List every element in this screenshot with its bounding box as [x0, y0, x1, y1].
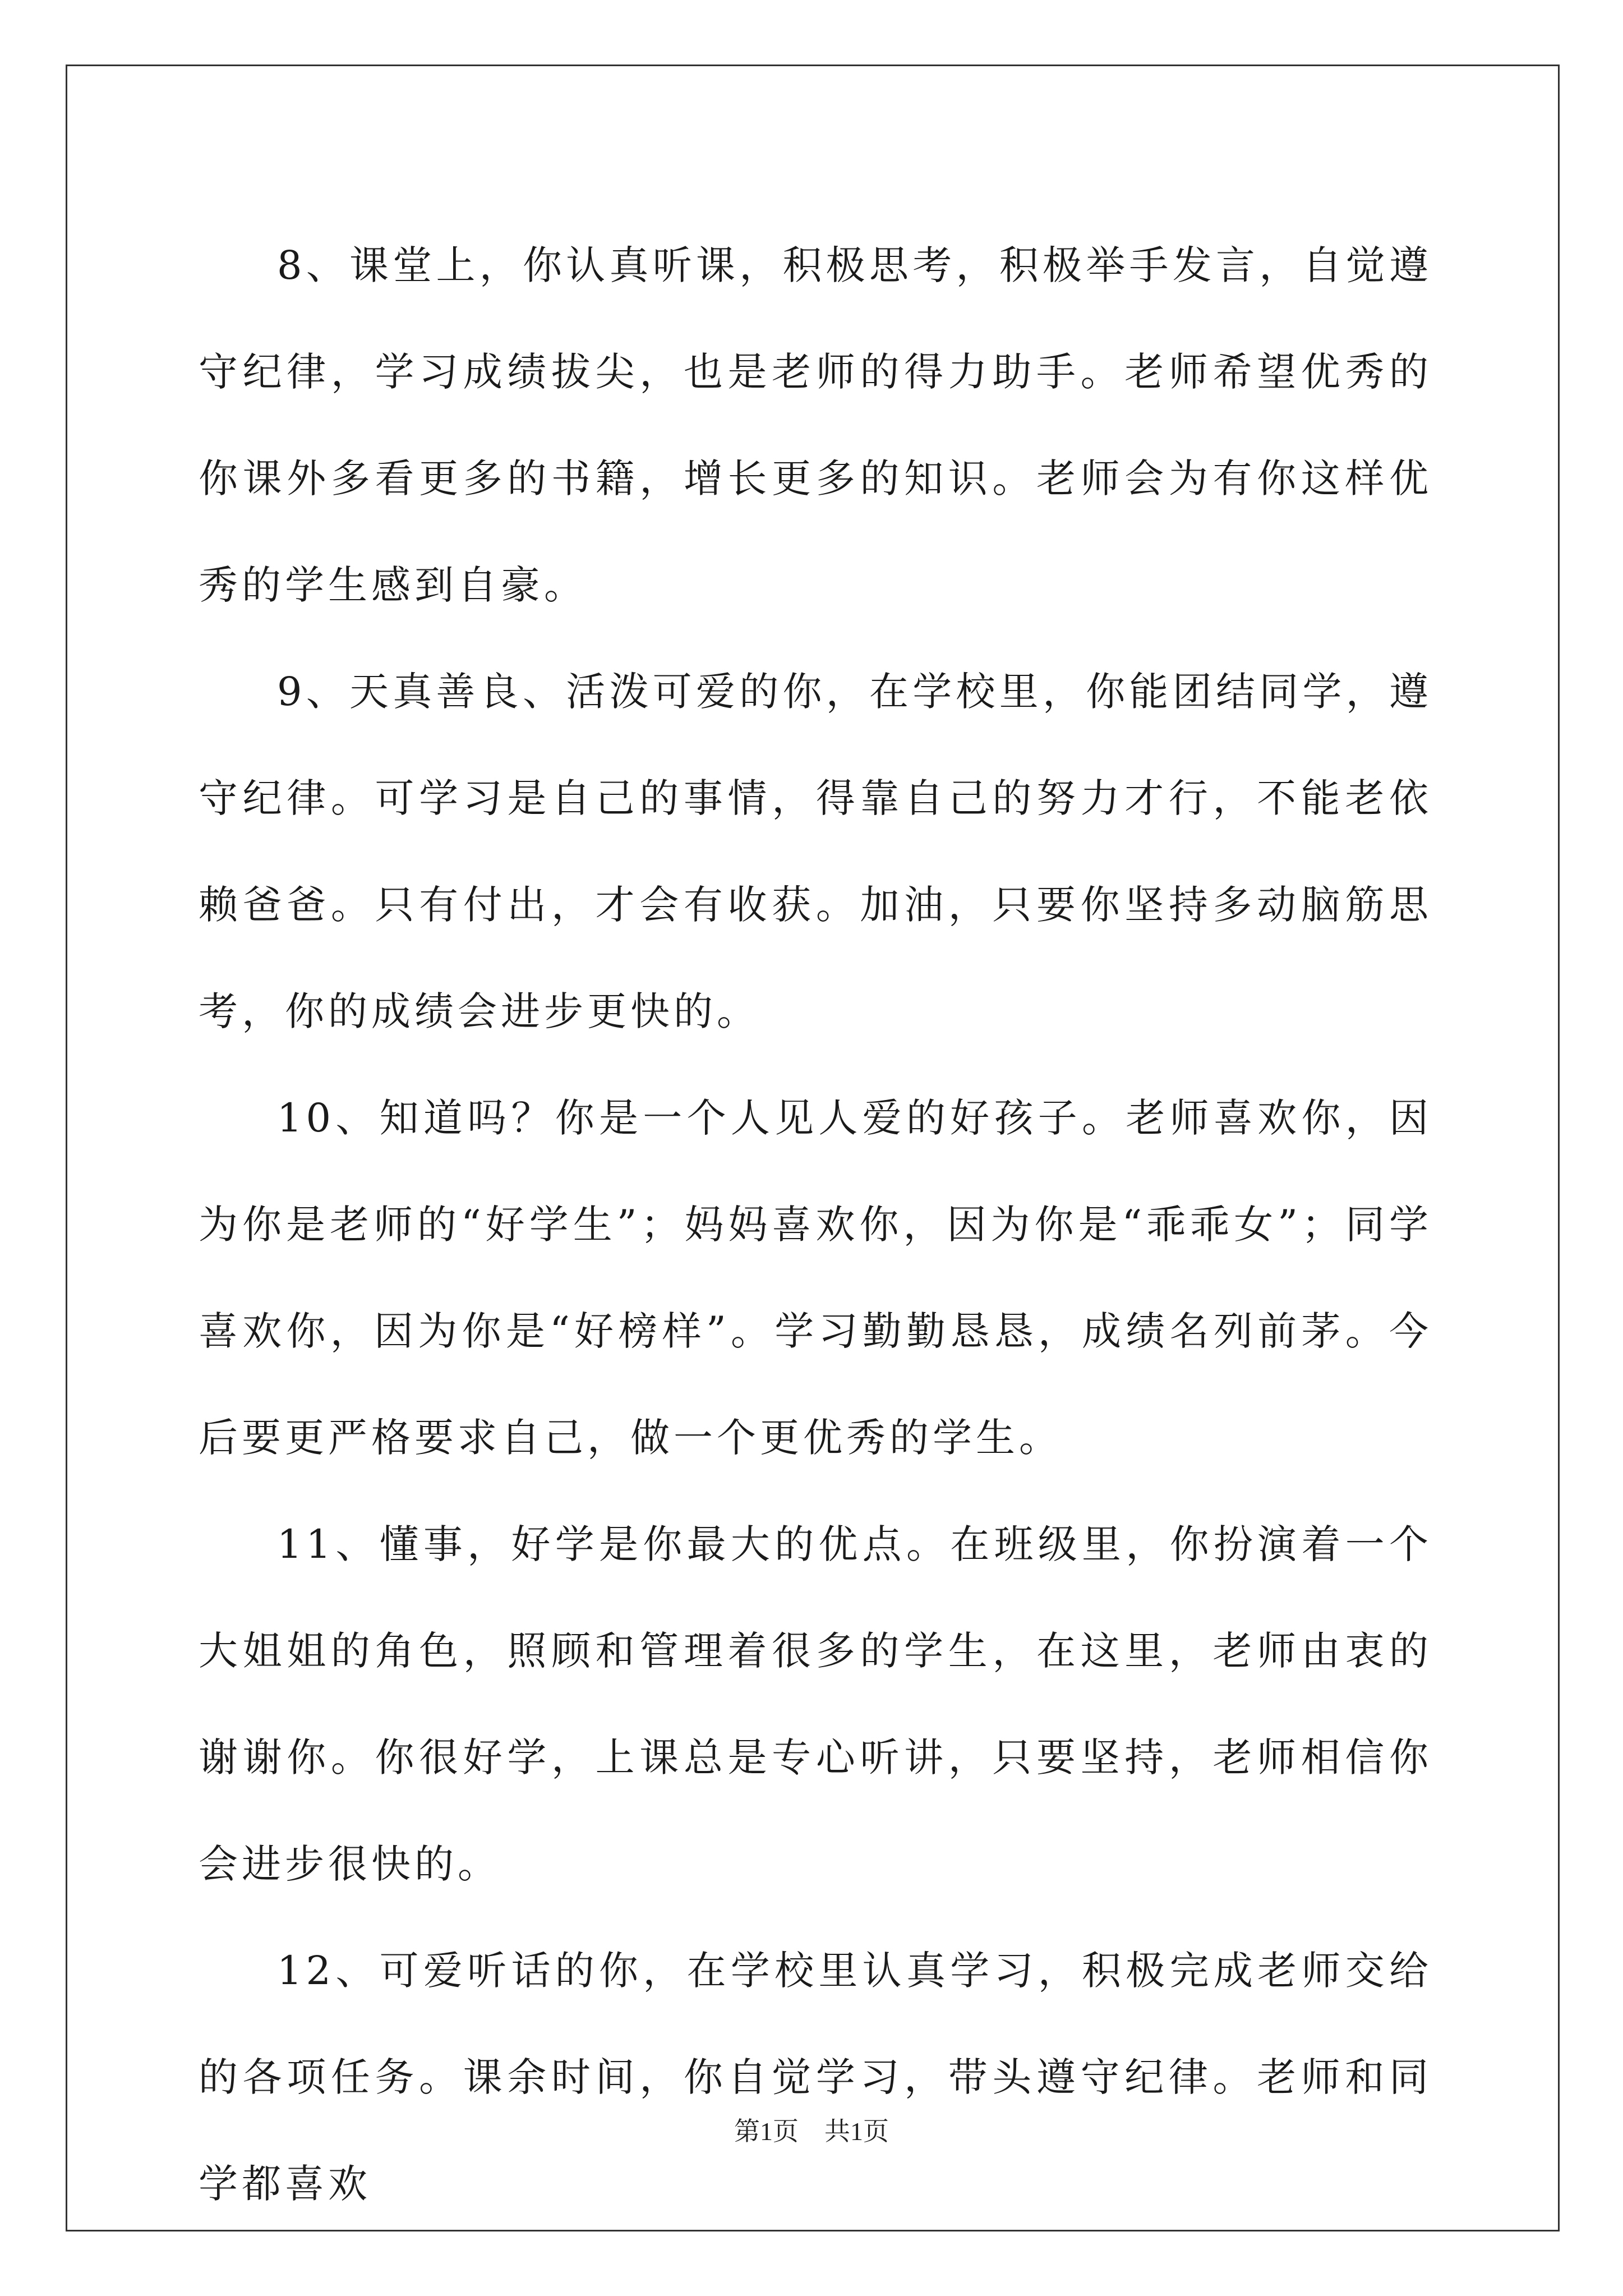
- paragraph-11: 11、懂事，好学是你最大的优点。在班级里，你扮演着一个大姐姐的角色，照顾和管理着很多的学生，在这里，老师由衷的谢谢你。你很好学，上课总是专心听讲，只要坚持，老师相信你会进步很快的。: [199, 1521, 1432, 1887]
- paragraph-10: 10、知道吗？你是一个人见人爱的好孩子。老师喜欢你，因为你是老师的“好学生”；妈妈喜欢你，因为你是“乖乖女”；同学喜欢你，因为你是“好榜样”。学习勤勤恳恳，成绩名列前茅。今后要更严格要求自己，做一个更优秀的学生。: [199, 1095, 1432, 1461]
- document-body: [199, 212, 1432, 2237]
- paragraph-12: 12、可爱听话的你，在学校里认真学习，积极完成老师交给的各项任务。课余时间，你自觉学习，带头遵守纪律。老师和同学都喜欢: [199, 1948, 1432, 2207]
- page-footer: 第1页 共1页: [734, 2117, 889, 2146]
- paragraph-8: 8、课堂上，你认真听课，积极思考，积极举手发言，自觉遵守纪律，学习成绩拔尖，也是老师的得力助手。老师希望优秀的你课外多看更多的书籍，增长更多的知识。老师会为有你这样优秀的学生感到自豪。: [199, 242, 1432, 608]
- paragraph-9: 9、天真善良、活泼可爱的你，在学校里，你能团结同学，遵守纪律。可学习是自己的事情，得靠自己的努力才行，不能老依赖爸爸。只有付出，才会有收获。加油，只要你坚持多动脑筋思考，你的成绩会进步更快的。: [199, 669, 1432, 1034]
